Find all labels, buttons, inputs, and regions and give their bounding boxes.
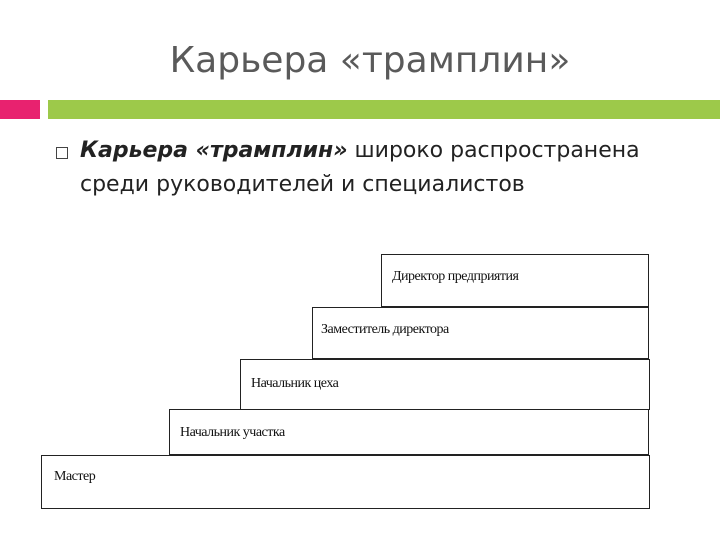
accent-bar-pink [0,100,40,119]
step-label: Директор предприятия [392,269,519,284]
step-section-head [169,409,649,455]
accent-bar-green [48,100,720,119]
step-label: Начальник цеха [251,376,339,391]
step-shop-head [240,359,650,410]
slide-title: Карьера «трамплин» [169,40,571,81]
step-deputy-director [312,307,649,359]
step-foreman [41,455,650,509]
bullet-emphasis: Карьера «трамплин» [80,138,348,163]
bullet-text [80,134,710,202]
step-label: Заместитель директора [321,322,449,337]
bullet-body: широко распространена среди руководителей и специалистов [80,138,640,197]
step-label: Мастер [54,469,96,484]
bullet-square-icon [56,147,68,159]
step-director [381,254,649,307]
step-label: Начальник участка [180,425,285,440]
